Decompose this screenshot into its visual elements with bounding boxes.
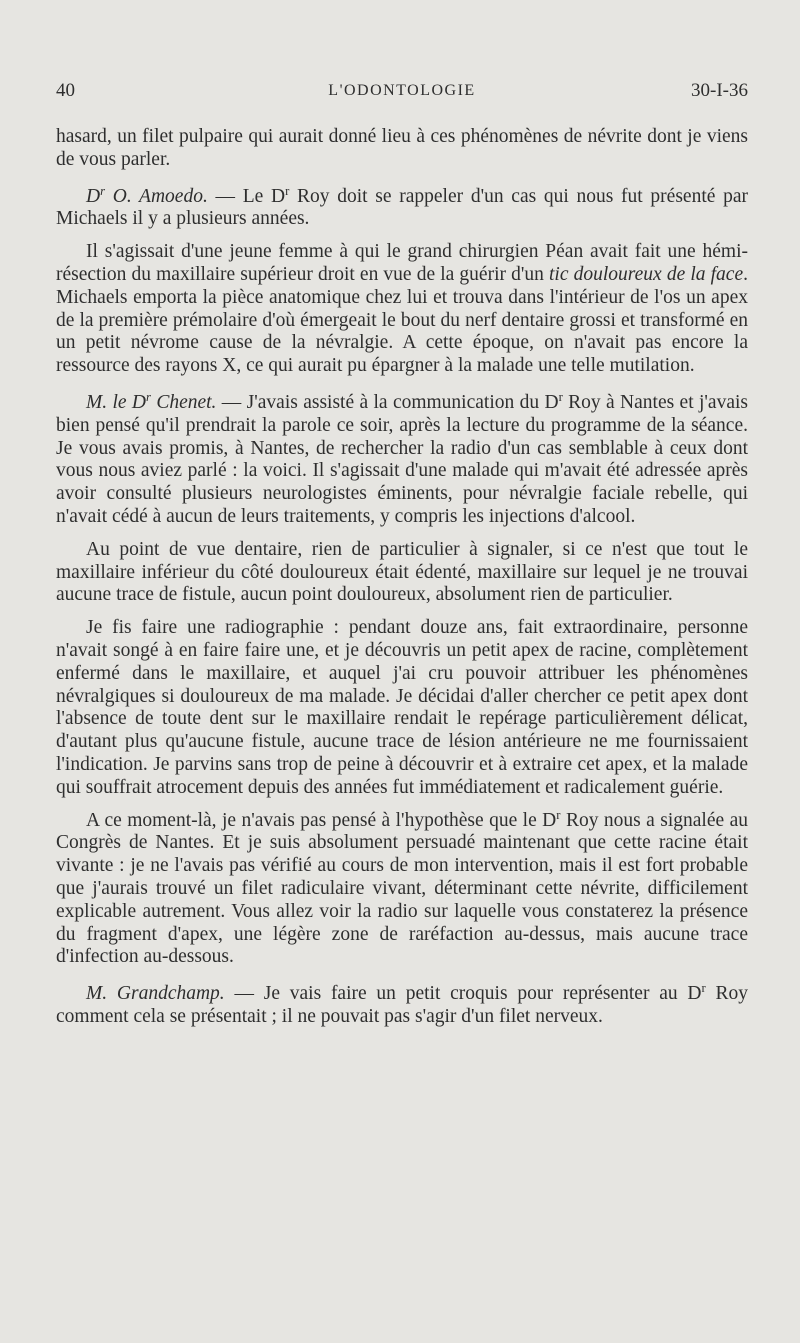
paragraph-continuation: hasard, un filet pulpaire qui aurait donné lieu à ces phénomènes de névrite dont je viens de vous parler.: [56, 126, 748, 170]
running-header: [56, 80, 748, 110]
paragraph-amoedo: [56, 183, 748, 232]
paragraph-hypothesis: A ce moment-là, je n'avais pas pensé à l'hypothèse que le $D^r$ Roy nous a signalée au Congrès de Nantes. Et je suis absolument persuadé maintenant que cette racine était vivante : je ne l'avais pas vérifié au cours de mon intervention, mais il est fort probable que j'aurais trouvé un filet radiculaire vivant, déterminant cette névrite, difficilement explicable autrement. Vous allez voir la radio sur laquelle vous constaterez la présence du fragment d'apex, une légère zone de raréfaction au-dessus, mais aucune trace d'infection au-dessous.: [56, 807, 748, 968]
speaker-grandchamp: M. Grandchamp.: [86, 983, 225, 1005]
speaker-amoedo: $D^r$ O. Amoedo.: [86, 183, 208, 207]
italic-term: tic douloureux de la face: [549, 263, 744, 285]
paragraph-grandchamp: [56, 983, 748, 1029]
paragraph-chenet: [56, 392, 748, 529]
speech-amoedo: — Le $D^r$ Roy doit se rappeler d'un cas qui nous fut présenté par Michaels il y a plusieurs années.: [56, 183, 748, 230]
issue-date: 30-I-36: [691, 80, 748, 101]
speaker-chenet: M. le $D^r$ Chenet.: [86, 390, 217, 413]
text-after-italic: . Michaels emporta la pièce anatomique chez lui et trouva dans l'intérieur de l'os un apex de la première prémolaire d'où émergeait le bout du nerf dentaire grossi et transformé en un petit névrome cause de la névralgie. A cette époque, on n'avait pas encore la ressource des rayons X, ce qui aurait pu épargner à la malade une telle mutilation.: [56, 263, 748, 377]
paragraph-dental-view: Au point de vue dentaire, rien de particulier à signaler, si ce n'est que tout le maxillaire inférieur du côté douloureux était édenté, maxillaire sur lequel je ne trouvai aucune trace de fistule, aucun point douloureux, absolument rien de particulier.: [56, 538, 748, 606]
speech-grandchamp: — Je vais faire un petit croquis pour représenter au $D^r$ Roy comment cela se présentait ; il ne pouvait pas s'agir d'un filet nerveux.: [56, 981, 749, 1027]
paragraph-radiography: Je fis faire une radiographie : pendant douze ans, fait extraordinaire, personne n'avait songé à en faire faire une, et je découvris un petit apex de racine, complètement enfermé dans le maxillaire, et auquel j'ai cru pouvoir attribuer les phénomènes névralgiques si douloureux de ma malade. Je décidai d'aller chercher ce petit apex dont l'absence de toute dent sur le maxillaire rendait le repérage particulièrement délicat, d'autant plus qu'aucune fistule, aucune trace de lésion antérieure ne me fournissaient l'indication. Je parvins sans trop de peine à découvrir et à extraire cet apex, et la malade qui souffrait atrocement depuis des années fut immédiatement et radicalement guérie.: [56, 617, 748, 798]
paragraph-pean-case: [56, 241, 748, 378]
speech-chenet: — J'avais assisté à la communication du $D^r$ Roy à Nantes et j'avais bien pensé qu'il prendrait la parole ce soir, après la lecture du programme de la séance. Je vous avais promis, à Nantes, de rechercher la radio d'un cas semblable à ceux dont vous nous aviez parlé : la voici. Il s'agissait d'une malade qui m'avait été adressée après avoir consulté plusieurs neurologistes éminents, pour névralgie faciale rebelle, qui n'avait cédé à aucun de leurs traitements, y compris les injections d'alcool.: [56, 390, 748, 527]
journal-title: L'ODONTOLOGIE: [328, 82, 476, 99]
page-number: 40: [56, 80, 75, 101]
article-body: [56, 126, 748, 1039]
text-before-italic: Il s'agissait d'une jeune femme à qui le grand chirurgien Péan avait fait une hémi-résection du maxillaire supérieur droit en vue de la guérir d'un: [56, 241, 748, 285]
